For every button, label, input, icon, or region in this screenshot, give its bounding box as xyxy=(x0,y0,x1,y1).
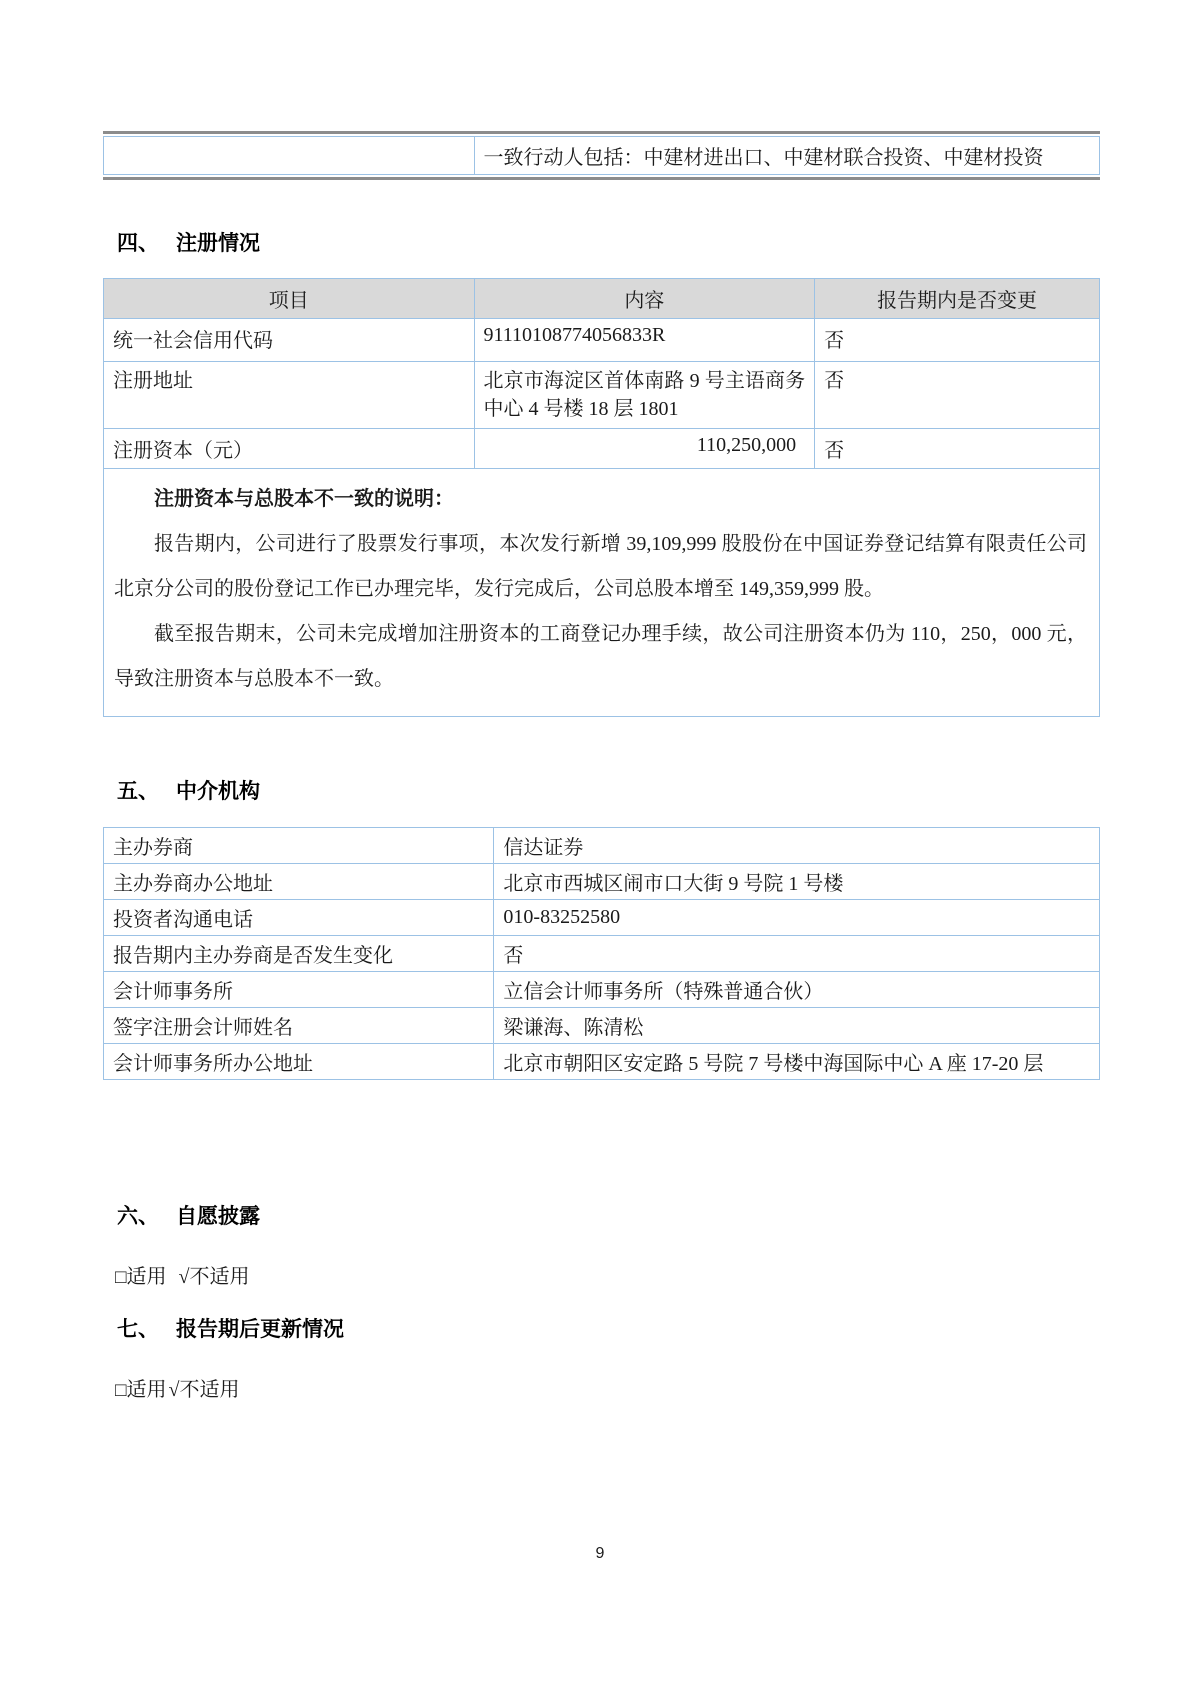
table-row xyxy=(104,972,1100,1008)
cell-content: 北京市海淀区首体南路 9 号主语商务中心 4 号楼 18 层 1801 xyxy=(474,362,815,429)
page-content xyxy=(103,0,1100,1402)
cell-label: 会计师事务所 xyxy=(104,972,494,1008)
fragment-right-cell: 一致行动人包括：中建材进出口、中建材联合投资、中建材投资 xyxy=(474,137,1100,175)
applicable-label: 适用 xyxy=(126,1379,167,1401)
table-row xyxy=(104,864,1100,900)
note-title: 注册资本与总股本不一致的说明： xyxy=(154,488,454,510)
cell-changed: 否 xyxy=(815,362,1100,429)
table-row xyxy=(104,362,1100,429)
table-row xyxy=(104,319,1100,362)
fragment-left-cell xyxy=(104,137,475,175)
cell-label: 主办券商办公地址 xyxy=(104,864,494,900)
table-row-note xyxy=(104,469,1100,717)
table-row xyxy=(104,1044,1100,1080)
table-row xyxy=(104,936,1100,972)
cell-label: 会计师事务所办公地址 xyxy=(104,1044,494,1080)
cell-label: 投资者沟通电话 xyxy=(104,900,494,936)
check-mark-icon: √ xyxy=(178,1266,190,1288)
section6-number: 六、 xyxy=(117,1205,159,1228)
check-mark-icon: √ xyxy=(168,1379,180,1401)
cell-value: 否 xyxy=(494,936,1100,972)
note-cell xyxy=(104,469,1100,717)
cell-item: 统一社会信用代码 xyxy=(104,319,475,362)
section4-heading xyxy=(103,227,1100,257)
section5-heading xyxy=(103,775,1100,805)
note-paragraph: 报告期内，公司进行了股票发行事项，本次发行新增 39,109,999 股股份在中国证券登记结算有限责任公司北京分公司的股份登记工作已办理完毕，发行完成后，公司总股本增至 149,359,999 股。 xyxy=(114,533,1087,600)
section7-title: 报告期后更新情况 xyxy=(176,1318,344,1341)
section6-heading xyxy=(103,1200,1100,1230)
cell-value: 信达证券 xyxy=(494,828,1100,864)
cell-label: 签字注册会计师姓名 xyxy=(104,1008,494,1044)
cell-value: 北京市朝阳区安定路 5 号院 7 号楼中海国际中心 A 座 17-20 层 xyxy=(494,1044,1100,1080)
section6-title: 自愿披露 xyxy=(176,1205,260,1228)
section7-heading xyxy=(103,1313,1100,1343)
cell-content: 91110108774056833R xyxy=(474,319,815,362)
cell-changed: 否 xyxy=(815,319,1100,362)
continued-table-fragment xyxy=(103,131,1100,180)
header-changed: 报告期内是否变更 xyxy=(815,279,1100,319)
table-row xyxy=(104,429,1100,469)
section7-number: 七、 xyxy=(117,1318,159,1341)
not-applicable-label: 不适用 xyxy=(179,1379,240,1401)
section6-applicability xyxy=(103,1260,1100,1289)
intermediary-table xyxy=(103,827,1100,1080)
cell-value: 北京市西城区闹市口大街 9 号院 1 号楼 xyxy=(494,864,1100,900)
header-item: 项目 xyxy=(104,279,475,319)
section5-title: 中介机构 xyxy=(176,780,260,803)
table-row xyxy=(104,900,1100,936)
cell-item: 注册资本（元） xyxy=(104,429,475,469)
table-row xyxy=(104,1008,1100,1044)
applicable-label: 适用 xyxy=(126,1266,167,1288)
section4-title: 注册情况 xyxy=(176,232,260,255)
page-number: 9 xyxy=(595,1545,605,1562)
cell-changed: 否 xyxy=(815,429,1100,469)
section4-number: 四、 xyxy=(117,232,159,255)
continued-table xyxy=(103,136,1100,175)
checkbox-unchecked-icon: □ xyxy=(115,1380,127,1401)
cell-label: 主办券商 xyxy=(104,828,494,864)
cell-value: 梁谦海、陈清松 xyxy=(494,1008,1100,1044)
cell-label: 报告期内主办券商是否发生变化 xyxy=(104,936,494,972)
cell-content: 110,250,000 xyxy=(474,429,815,469)
cell-value: 010-83252580 xyxy=(494,900,1100,936)
cell-item: 注册地址 xyxy=(104,362,475,429)
table-header-row xyxy=(104,279,1100,319)
table-row xyxy=(104,828,1100,864)
not-applicable-label: 不适用 xyxy=(189,1266,250,1288)
header-content: 内容 xyxy=(474,279,815,319)
checkbox-unchecked-icon: □ xyxy=(115,1267,127,1288)
registration-table xyxy=(103,278,1100,717)
section5-number: 五、 xyxy=(117,780,159,803)
cell-value: 立信会计师事务所（特殊普通合伙） xyxy=(494,972,1100,1008)
section7-applicability xyxy=(103,1373,1100,1402)
note-paragraph: 截至报告期末，公司未完成增加注册资本的工商登记办理手续，故公司注册资本仍为 110，250，000 元，导致注册资本与总股本不一致。 xyxy=(114,623,1087,690)
table-row xyxy=(104,137,1100,175)
